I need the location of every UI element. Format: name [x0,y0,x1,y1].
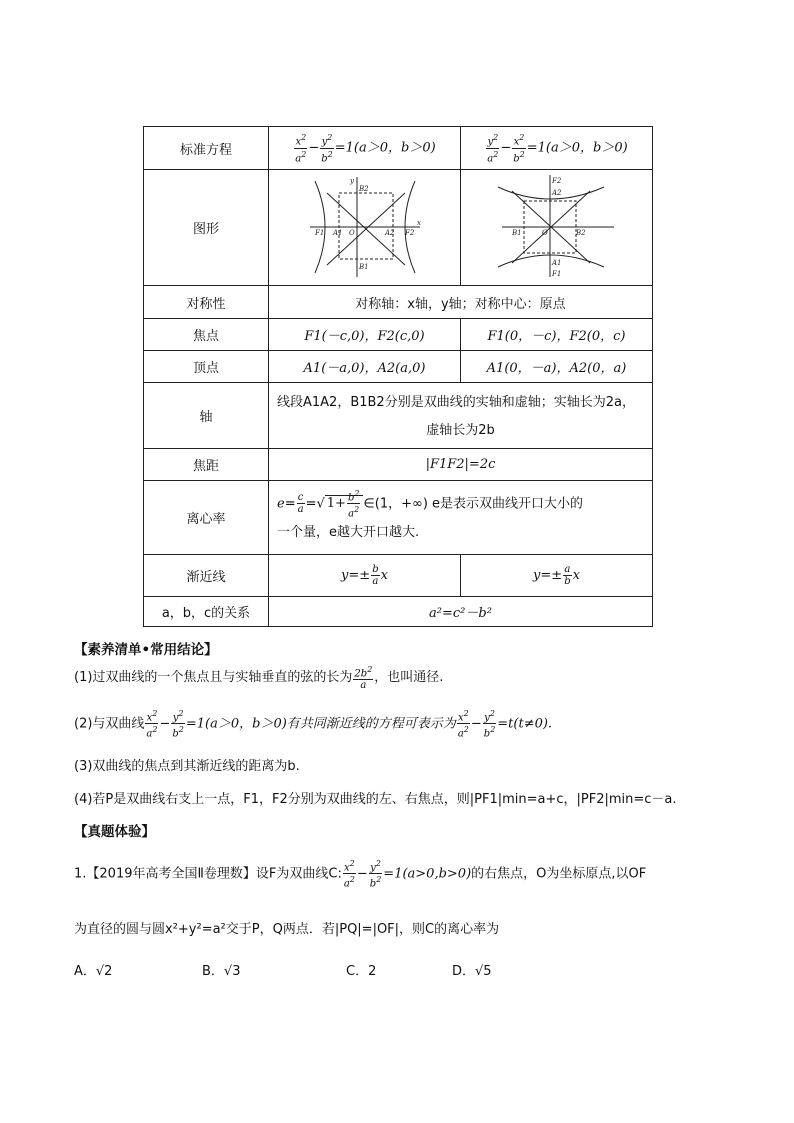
row-label-focal-distance: 焦距 [144,449,269,481]
label-y: y [349,176,354,185]
row-label-eccentricity: 离心率 [144,481,269,555]
row-label-axis: 轴 [144,383,269,449]
label-A2-v: A2 [551,188,562,197]
label-B1-v: B1 [511,228,522,237]
conclusion-3: (3)双曲线的焦点到其渐近线的距离为b. [74,759,300,774]
vertical-hyperbola-diagram [492,173,622,279]
label-A1-v: A1 [551,258,562,267]
label-B1: B1 [358,262,369,271]
option-d[interactable]: D．√5 [452,964,492,979]
vertex-horizontal: A1(－a,0)，A2(a,0) [269,351,461,383]
question-1-line-1: 1.【2019年高考全国Ⅱ卷理数】设F为双曲线C: $\frac{x^2}{a^2}$ − $\frac{y^2}{b^2}$ =1(a>0,b>0)的右焦点，O为坐标原点,以OF [74,859,647,890]
eccentricity-value: e= $\frac{c}{a}$ =√ 1+ $\frac{b^2}{a^2}$ ∈(1，+∞) e是表示双曲线开口大小的 一个量，e越大开口越大. [269,481,653,555]
label-A1: A1 [332,228,343,237]
label-F2-v: F2 [551,176,561,185]
axis-line-2: 虚轴长为2b [426,422,495,438]
conclusion-4: (4)若P是双曲线右支上一点，F1，F2分别为双曲线的左、右焦点，则|PF1|min=a+c，|PF2|min=c－a. [74,792,677,807]
row-label-relation: a，b，c的关系 [144,597,269,627]
label-F1: F1 [314,228,324,237]
question-1-line-2: 为直径的圆与圆x²+y²=a²交于P，Q两点．若|PQ|=|OF|，则C的离心率为 [74,922,500,937]
option-c[interactable]: C．2 [346,964,377,979]
section-title-conclusions: 【素养清单•常用结论】 [74,642,218,658]
figure-horizontal-hyperbola [269,170,461,286]
label-B2-v: B2 [575,228,586,237]
vertex-vertical: A1(0，－a)，A2(0，a) [461,351,653,383]
row-label-figure: 图形 [144,170,269,286]
symmetry-value: 对称轴：x轴，y轴；对称中心：原点 [269,286,653,319]
conclusion-1: (1)过双曲线的一个焦点且与实轴垂直的弦的长为 $\frac{2b^2}{a}$ ，也叫通径. [74,665,444,692]
label-F1-v: F1 [551,269,561,278]
hyperbola-property-table [143,126,653,627]
row-label-vertex: 顶点 [144,351,269,383]
section-title-exam: 【真题体验】 [74,824,155,840]
eccentricity-line-2: 一个量，e越大开口越大. [277,525,420,541]
option-b[interactable]: B．√3 [202,964,241,979]
label-O: O [348,228,355,237]
focus-horizontal: F1(－c,0)，F2(c,0) [269,319,461,351]
asymptote-horizontal: y=± $\frac{b}{a}$ x [269,555,461,597]
option-a[interactable]: A．√2 [74,964,113,979]
asymptote-vertical: y=± $\frac{a}{b}$ x [461,555,653,597]
axis-value [269,383,653,449]
row-label-focus: 焦点 [144,319,269,351]
row-label-standard-equation: 标准方程 [144,127,269,170]
equation-vertical: $\frac{y^2}{a^2}$ − $\frac{x^2}{b^2}$ =1(a＞0，b＞0) [461,127,653,170]
label-O-v: O [541,228,548,237]
label-B2: B2 [358,184,369,193]
label-x: x [416,218,421,227]
focal-distance-value: |F1F2|=2c [269,449,653,481]
horizontal-hyperbola-diagram [305,173,425,279]
equation-horizontal: $\frac{x^2}{a^2}$ − $\frac{y^2}{b^2}$ =1(a＞0，b＞0) [269,127,461,170]
relation-value: a²=c²－b² [269,597,653,627]
focus-vertical: F1(0，－c)，F2(0，c) [461,319,653,351]
row-label-symmetry: 对称性 [144,286,269,319]
conclusion-2: (2)与双曲线 $\frac{x^2}{a^2}$ − $\frac{y^2}{b^2}$ =1(a＞0，b＞0)有共同渐近线的方程可表示为 $\frac{x^2}{a^2}$ − $\frac{y^2}{b^2}$ =t(t≠0). [74,709,553,740]
figure-vertical-hyperbola [461,170,653,286]
row-label-asymptote: 渐近线 [144,555,269,597]
axis-line-1: 线段A1A2，B1B2分别是双曲线的实轴和虚轴；实轴长为2a， [277,394,635,410]
label-F2: F2 [404,228,414,237]
label-A2: A2 [384,228,395,237]
